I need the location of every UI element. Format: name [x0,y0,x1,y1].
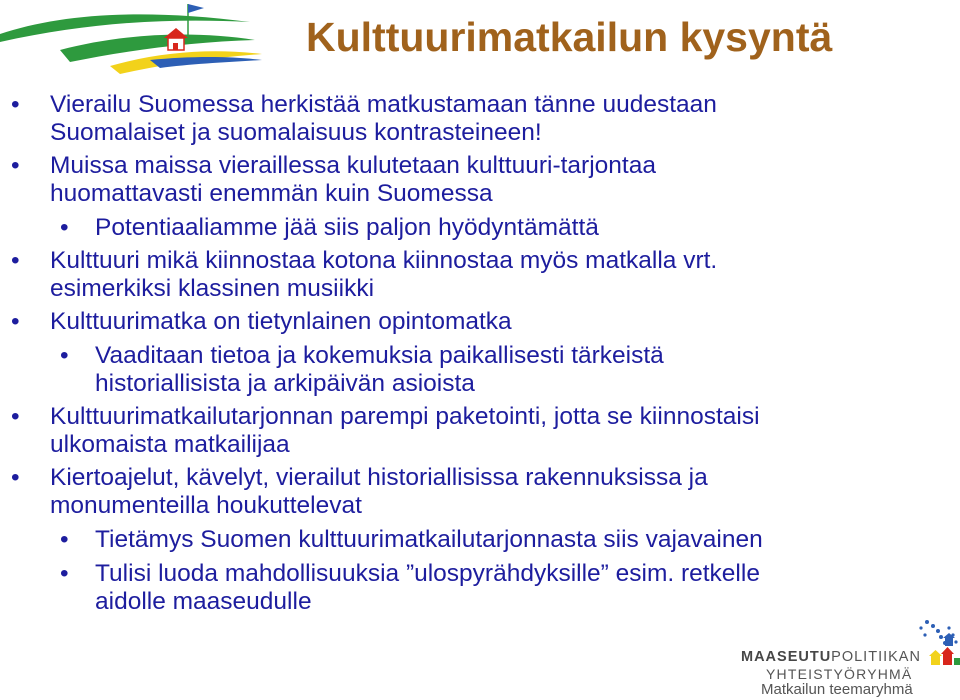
bullet-marker: • [60,342,69,369]
page-title: Kulttuurimatkailun kysyntä [306,14,833,60]
list-item-line: huomattavasti enemmän kuin Suomessa [50,180,493,207]
list-item-line: monumenteilla houkuttelevat [50,492,362,519]
list-item [0,560,930,616]
list-item [0,403,930,459]
list-item-line: Kulttuuri mikä kiinnostaa kotona kiinnostaa myös matkalla vrt. [50,247,718,274]
list-item-line: Tulisi luoda mahdollisuuksia ”ulospyrähdyksille” esim. retkelle [95,560,760,587]
footer-org-bold: MAASEUTU [741,649,832,665]
list-item [0,91,930,147]
list-item-line: Vaaditaan tietoa ja kokemuksia paikallisesti tärkeistä [95,342,664,369]
list-item-line: Suomalaiset ja suomalaisuus kontrasteineen! [50,119,542,146]
footer-line2: YHTEISTYÖRYHMÄ [766,666,913,682]
list-item-line: Kiertoajelut, kävelyt, vierailut historiallisissa rakennuksissa ja [50,464,708,491]
list-item-line: Vierailu Suomessa herkistää matkustamaan tänne uudestaan [50,91,717,118]
footer-line3: Matkailun teemaryhmä [761,681,913,698]
list-item [0,308,930,336]
list-item-line: historiallisista ja arkipäivän asioista [95,370,475,397]
list-item-line: esimerkiksi klassinen musiikki [50,275,375,302]
list-item-line: Potentiaaliamme jää siis paljon hyödyntämättä [95,214,599,241]
bullet-marker: • [11,403,20,430]
list-item [0,152,930,208]
list-item-line: Kulttuurimatkailutarjonnan parempi paketointi, jotta se kiinnostaisi [50,403,760,430]
list-item-line: Tietämys Suomen kulttuurimatkailutarjonnasta siis vajavainen [95,526,763,553]
list-item [0,464,930,520]
list-item [0,526,930,554]
list-item-line: Kulttuurimatka on tietynlainen opintomatka [50,308,512,335]
bullet-marker: • [11,464,20,491]
landscape-logo [0,0,270,78]
footer-logo [735,618,960,700]
list-item [0,214,930,242]
bullet-marker: • [60,526,69,553]
bullet-marker: • [11,91,20,118]
list-item-line: ulkomaista matkailijaa [50,431,290,458]
list-item-line: Muissa maissa vieraillessa kulutetaan kulttuuri-tarjontaa [50,152,656,179]
bullet-marker: • [11,308,20,335]
list-item [0,342,930,398]
list-item [0,247,930,303]
house-icon [164,28,188,50]
bullet-marker: • [11,247,20,274]
footer-org-rest: POLITIIKAN [831,649,921,665]
bullet-marker: • [60,214,69,241]
list-item-line: aidolle maaseudulle [95,588,312,615]
bullet-marker: • [60,560,69,587]
bullet-marker: • [11,152,20,179]
bullet-list [0,91,930,616]
